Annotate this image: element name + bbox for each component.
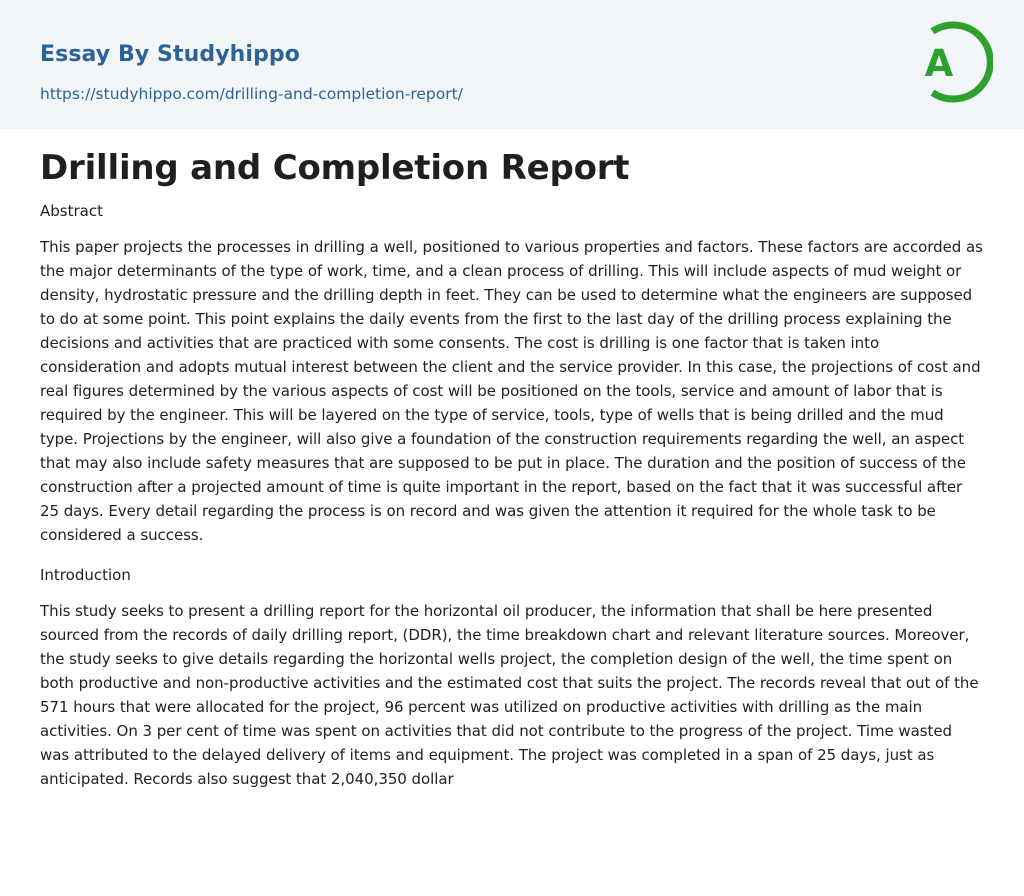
introduction-paragraph: This study seeks to present a drilling report for the horizontal oil producer, the information that shall be here presented sourced from the records of daily drilling report, (DDR), the time breakdown chart and relevant literature sources. Moreover, the study seeks to give details regarding the horizontal wells project, the completion design of the well, the time spent on both productive and non-productive activities and the estimated cost that suits the project. The records reveal that out of the 571 hours that were allocated for the project, 96 percent was utilized on productive activities with drilling as the main activities. On 3 per cent of time was spent on activities that did not contribute to the progress of the project. Time wasted was attributed to the delayed delivery of items and equipment. The project was completed in a span of 25 days, just as anticipated. Records also suggest that 2,040,350 dollar (40, 602, 979, 788)
page-title: Drilling and Completion Report (40, 148, 630, 188)
site-header (0, 0, 1024, 129)
page-url-link[interactable]: https://studyhippo.com/drilling-and-completion-report/ (40, 85, 463, 103)
studyhippo-logo-icon[interactable] (905, 16, 993, 108)
section-heading-introduction: Introduction (40, 566, 131, 584)
brand-title[interactable]: Essay By Studyhippo (40, 42, 300, 67)
section-heading-abstract: Abstract (40, 202, 103, 220)
logo-letter: A (924, 42, 954, 85)
abstract-paragraph: This paper projects the processes in drilling a well, positioned to various properties and factors. These factors are accorded as the major determinants of the type of work, time, and a clean process of drilling. This will include aspects of mud weight or density, hydrostatic pressure and the drilling depth in feet. They can be used to determine what the engineers are supposed to do at some point. This point explains the daily events from the first to the last day of the drilling process explaining the decisions and activities that are practiced with some consents. The cost is drilling is one factor that is taken into consideration and adopts mutual interest between the client and the service provider. In this case, the projections of cost and real figures determined by the various aspects of cost will be positioned on the tools, service and amount of labor that is required by the engineer. This will be layered on the type of service, tools, type of wells that is being drilled and the mud type. Projections by the engineer, will also give a foundation of the construction requirements regarding the well, an aspect that may also include safety measures that are supposed to be put in place. The duration and the position of success of the construction after a projected amount of time is quite important in the report, based on the fact that it was successful after 25 days. Every detail regarding the process is on record and was given the attention it required for the whole task to be considered a success. (40, 238, 983, 544)
document-body (40, 140, 984, 791)
